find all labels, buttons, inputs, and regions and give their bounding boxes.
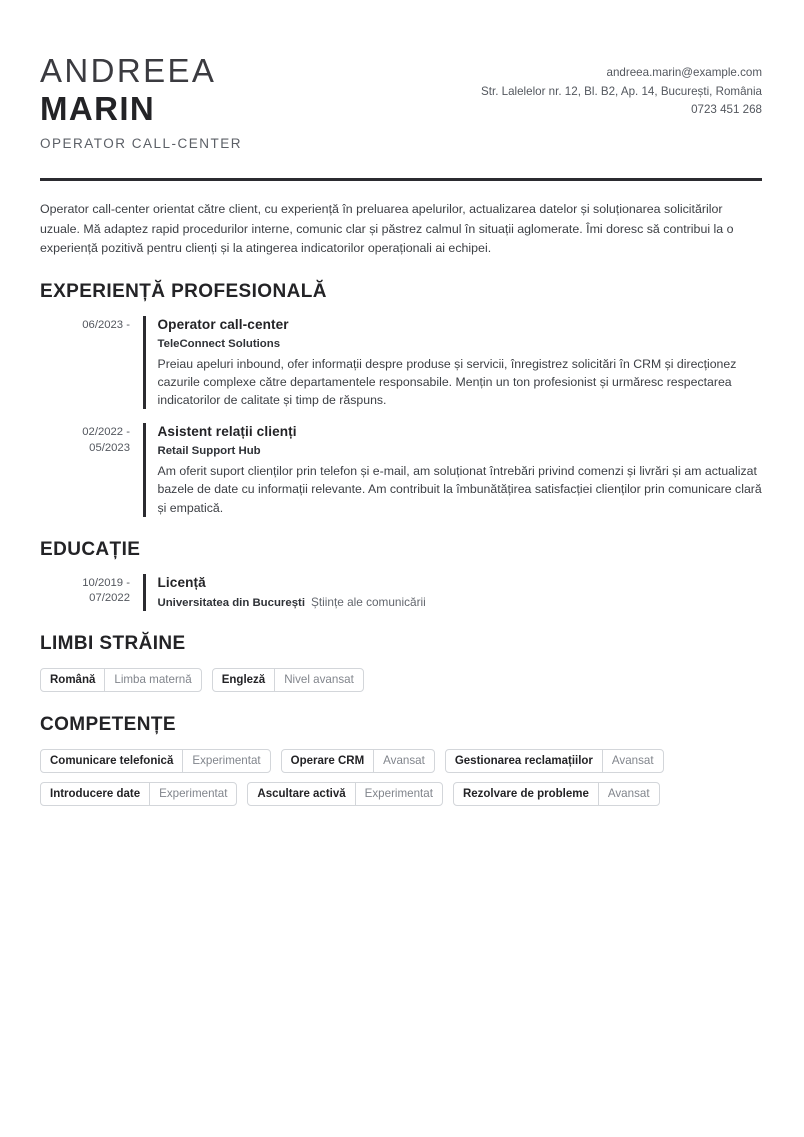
skill-tag [445, 749, 664, 773]
skill-name: Ascultare activă [257, 787, 346, 800]
entry-institution: Universitatea din București [157, 596, 305, 609]
tag-row [40, 749, 762, 773]
entry-organization: Retail Support Hub [157, 445, 261, 458]
language-tags [40, 668, 762, 692]
section-title-experience: EXPERIENȚĂ PROFESIONALĂ [40, 280, 327, 302]
language-name: Engleză [221, 673, 266, 686]
entry-degree: Licență [157, 574, 206, 590]
job-title: OPERATOR CALL-CENTER [40, 136, 243, 151]
entry-dates: 02/2022 - 05/2023 [82, 426, 130, 454]
section-title-languages: LIMBI STRĂINE [40, 632, 186, 654]
skill-level: Avansat [373, 750, 434, 772]
entry-description: Preiau apeluri inbound, ofer informații despre produse și servicii, înregistrez solicitări în CRM și direcționez cazurile complexe către departamentele responsabile. Mențin un ton profesionist și urmăresc respectarea indicatorilor de calitate și timp de răspuns. [157, 356, 737, 407]
header-divider [40, 178, 762, 181]
contact-block [481, 50, 762, 120]
section-title-skills: COMPETENȚE [40, 713, 176, 735]
tag-row [40, 668, 762, 692]
skill-tag [281, 749, 435, 773]
skill-level: Experimentat [149, 783, 236, 805]
skill-name: Comunicare telefonică [50, 754, 174, 767]
entry-field-of-study: Științe ale comunicării [311, 594, 426, 609]
last-name: MARIN [40, 90, 156, 127]
skill-name: Operare CRM [290, 754, 365, 767]
skill-name: Gestionarea reclamațiilor [454, 754, 593, 767]
entry-description: Am oferit suport clienților prin telefon și e-mail, am soluționat întrebări privind comenzi și livrări și am actualizat bazele de date cu informații relevante. Am contribuit la îmbunătățirea satisfacției clienților prin comunicare clară și empatică. [157, 464, 762, 515]
entry-body [158, 423, 763, 517]
skill-level: Avansat [602, 750, 663, 772]
contact-address: Str. Lalelelor nr. 12, Bl. B2, Ap. 14, București, România [481, 84, 762, 98]
entry-body [158, 316, 763, 410]
education-entries [40, 574, 762, 611]
section-title-education: EDUCAȚIE [40, 538, 141, 560]
language-level: Limba maternă [104, 669, 200, 691]
professional-summary: Operator call-center orientat către client, cu experiență în preluarea apelurilor, actualizarea datelor și soluționarea solicitărilor uzuale. Mă adaptez rapid procedurilor interne, comunic clar și păstrez calmul în situații aglomerate. Îmi doresc să contribui la o experiență pozitivă pentru clienți și la atingerea indicatorilor operaționali ai echipei. [40, 202, 734, 255]
entry-role: Operator call-center [157, 316, 289, 332]
language-level: Nivel avansat [274, 669, 363, 691]
section-languages [40, 633, 762, 692]
skill-tag [40, 749, 271, 773]
skill-level: Experimentat [355, 783, 442, 805]
section-education [40, 539, 762, 611]
tag-row [40, 782, 762, 806]
contact-phone: 0723 451 268 [691, 103, 762, 116]
entry-role: Asistent relații clienți [157, 424, 297, 440]
experience-entry [40, 423, 762, 517]
contact-email: andreea.marin@example.com [606, 66, 762, 79]
skill-name: Introducere date [50, 787, 141, 800]
skill-name: Rezolvare de probleme [462, 787, 589, 800]
skill-tags [40, 749, 762, 806]
skill-tag [40, 782, 237, 806]
resume-header [40, 50, 762, 152]
skill-level: Experimentat [182, 750, 269, 772]
first-name: ANDREEA [40, 52, 217, 89]
language-tag [212, 668, 364, 692]
experience-entries [40, 316, 762, 517]
entry-timeline-bar [143, 316, 146, 410]
skill-tag [453, 782, 660, 806]
entry-body [158, 574, 763, 611]
language-tag [40, 668, 202, 692]
skill-level: Avansat [598, 783, 659, 805]
entry-timeline-bar [143, 574, 146, 611]
entry-dates: 06/2023 - [82, 318, 130, 331]
entry-institution-line [158, 594, 763, 611]
skill-tag [247, 782, 443, 806]
section-skills [40, 714, 762, 806]
entry-dates: 10/2019 - 07/2022 [82, 576, 130, 605]
section-experience [40, 281, 762, 517]
entry-timeline-bar [143, 423, 146, 517]
experience-entry [40, 316, 762, 410]
identity-block [40, 50, 242, 152]
language-name: Română [50, 673, 96, 686]
entry-organization: TeleConnect Solutions [157, 337, 281, 350]
education-entry [40, 574, 762, 611]
